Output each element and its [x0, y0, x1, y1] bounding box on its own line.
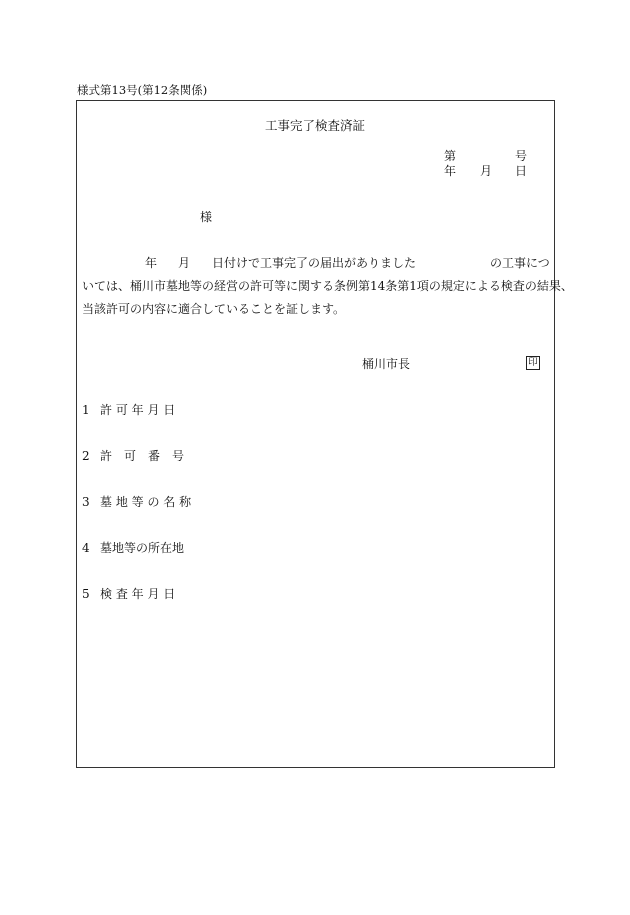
- form-number-label: 様式第13号(第12条関係): [77, 83, 208, 97]
- item-label-permit-date: 許 可 年 月 日: [100, 403, 176, 417]
- issue-date-day: 日: [515, 164, 528, 178]
- item-number: 1: [82, 403, 90, 417]
- body-text-line3: 当該許可の内容に適合していることを証します。: [82, 302, 346, 316]
- item-label-permit-number: 許 可 番 号: [100, 449, 185, 463]
- item-number: 4: [82, 541, 90, 555]
- body-text-line2: いては、桶川市墓地等の経営の許可等に関する条例第14条第1項の規定による検査の結果、: [82, 279, 573, 293]
- document-title: 工事完了検査済証: [264, 118, 365, 133]
- number-suffix: 号: [515, 149, 528, 163]
- item-label-cemetery-name: 墓 地 等 の 名 称: [100, 495, 192, 509]
- body-text-line1-part2: の工事につ: [490, 256, 550, 270]
- item-number: 2: [82, 449, 90, 463]
- body-month: 月: [178, 256, 191, 270]
- issue-date-year: 年: [444, 164, 457, 178]
- number-prefix: 第: [444, 149, 457, 163]
- certificate-frame: [76, 100, 555, 768]
- seal-icon: 印: [526, 356, 540, 370]
- addressee-honorific: 様: [200, 210, 213, 224]
- issue-date-month: 月: [480, 164, 493, 178]
- item-number: 3: [82, 495, 90, 509]
- item-label-cemetery-location: 墓地等の所在地: [100, 541, 185, 555]
- body-text-line1-part1: 日付けで工事完了の届出がありました: [212, 256, 417, 270]
- issuer-name: 桶川市長: [362, 357, 411, 371]
- item-label-inspection-date: 検 査 年 月 日: [100, 587, 176, 601]
- body-year: 年: [145, 256, 158, 270]
- item-number: 5: [82, 587, 90, 601]
